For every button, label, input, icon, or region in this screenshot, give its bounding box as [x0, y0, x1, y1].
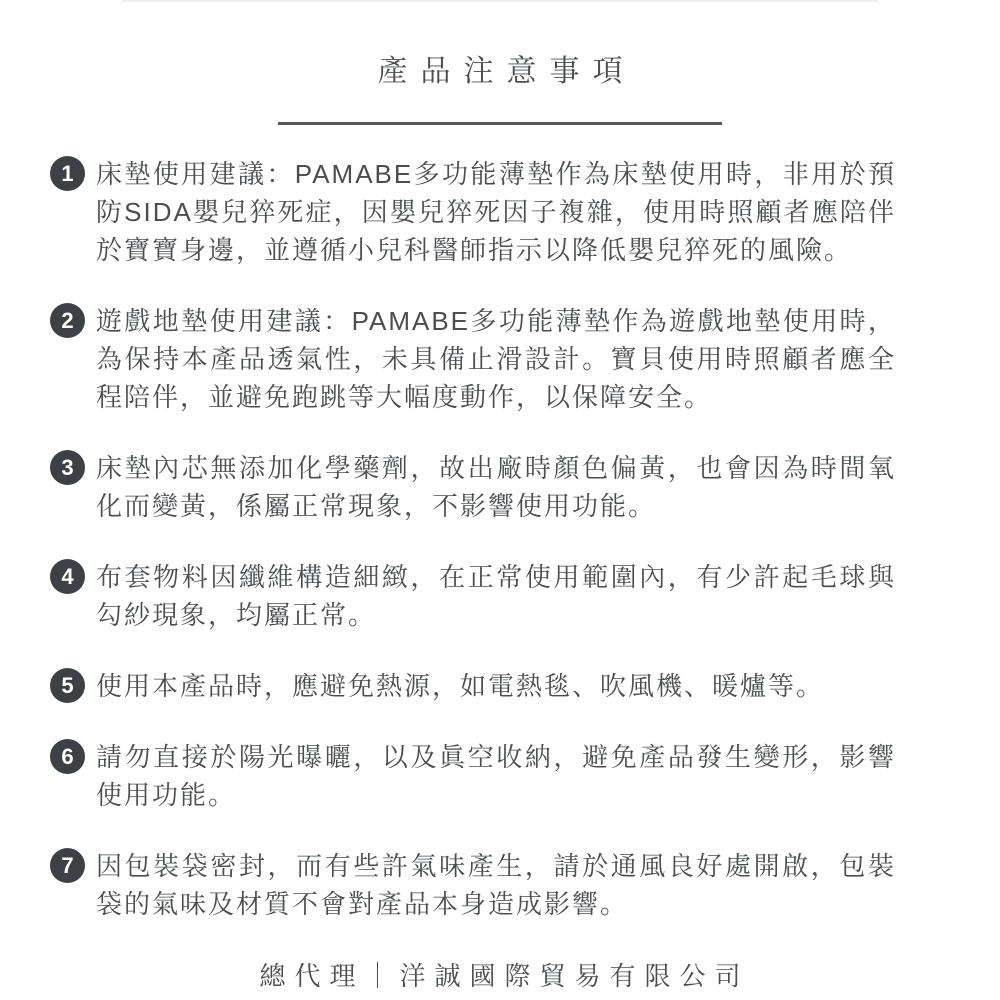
item-text: 床墊內芯無添加化學藥劑，故出廠時顏色偏黃，也會因為時間氧化而變黃，係屬正常現象，不影響使用功能。 — [96, 453, 896, 521]
item-text: 遊戲地墊使用建議：PAMABE多功能薄墊作為遊戲地墊使用時，為保持本產品透氣性，未具備止滑設計。寶貝使用時照顧者應全程陪伴，並避免跑跳等大幅度動作，以保障安全。 — [96, 306, 896, 412]
item-number-badge: 2 — [50, 303, 85, 338]
top-divider — [122, 0, 878, 2]
list-item — [50, 667, 1000, 705]
item-number-badge: 6 — [50, 739, 85, 774]
list-item — [50, 847, 1000, 923]
item-text: 床墊使用建議：PAMABE多功能薄墊作為床墊使用時，非用於預防SIDA嬰兒猝死症，因嬰兒猝死因子複雜，使用時照顧者應陪伴於寶寶身邊，並遵循小兒科醫師指示以降低嬰兒猝死的風險。 — [96, 159, 896, 265]
item-number-badge: 7 — [50, 848, 85, 883]
notice-list — [0, 155, 1000, 923]
list-item — [50, 738, 1000, 814]
list-item — [50, 302, 1000, 416]
item-number-badge: 5 — [50, 668, 85, 703]
list-item — [50, 558, 1000, 634]
list-item — [50, 155, 1000, 269]
title-underline — [278, 122, 722, 125]
item-text: 因包裝袋密封，而有些許氣味產生，請於通風良好處開啟，包裝袋的氣味及材質不會對產品本身造成影響。 — [96, 851, 896, 919]
item-number-badge: 1 — [50, 156, 85, 191]
item-text: 布套物料因纖維構造細緻，在正常使用範圍內，有少許起毛球與勾紗現象，均屬正常。 — [96, 562, 896, 630]
item-number-badge: 4 — [50, 559, 85, 594]
list-item — [50, 449, 1000, 525]
item-number-badge: 3 — [50, 450, 85, 485]
item-text: 使用本產品時，應避免熱源，如電熱毯、吹風機、暖爐等。 — [96, 671, 825, 701]
item-text: 請勿直接於陽光曝曬，以及眞空收納，避免產品發生變形，影響使用功能。 — [96, 742, 896, 810]
page-title: 產品注意事項 — [377, 55, 636, 88]
distributor-footer: 總代理｜洋誠國際貿易有限公司 — [259, 961, 750, 991]
